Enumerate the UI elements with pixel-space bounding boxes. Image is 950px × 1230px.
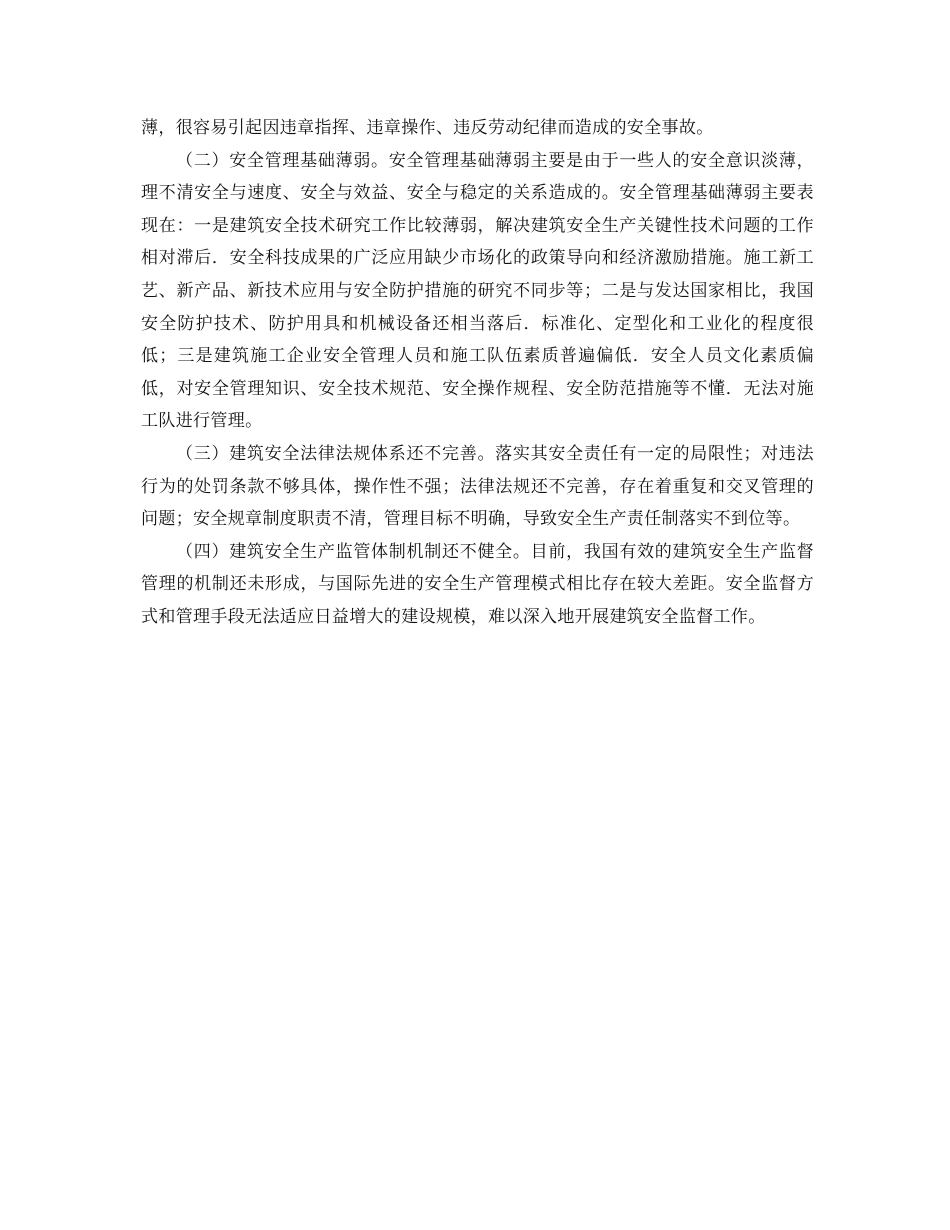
paragraph-legal-system: （三）建筑安全法律法规体系还不完善。落实其安全责任有一定的局限性；对违法行为的处罚条款不够具体，操作性不强；法律法规还不完善，存在着重复和交叉管理的问题；安全规章制度职责不清，管理目标不明确，导致安全生产责任制落实不到位等。 — [141, 443, 814, 530]
paragraph-safety-management-foundation: （二）安全管理基础薄弱。安全管理基础薄弱主要是由于一些人的安全意识淡薄，理不清安全与速度、安全与效益、安全与稳定的关系造成的。安全管理基础薄弱主要表现在：一是建筑安全技术研究工作比较薄弱，解决建筑安全生产关键性技术问题的工作相对滞后．安全科技成果的广泛应用缺少市场化的政策导向和经济激励措施。施工新工艺、新产品、新技术应用与安全防护措施的研究不同步等；二是与发达国家相比，我国安全防护技术、防护用具和机械设备还相当落后．标准化、定型化和工业化的程度很低；三是建筑施工企业安全管理人员和施工队伍素质普遍偏低．安全人员文化素质偏低，对安全管理知识、安全技术规范、安全操作规程、安全防范措施等不懂．无法对施工队进行管理。 — [141, 150, 814, 432]
document-body — [141, 112, 814, 634]
paragraph-supervision-system: （四）建筑安全生产监管体制机制还不健全。目前，我国有效的建筑安全生产监督管理的机制还未形成，与国际先进的安全生产管理模式相比存在较大差距。安全监督方式和管理手段无法适应日益增大的建设规模，难以深入地开展建筑安全监督工作。 — [141, 541, 814, 627]
paragraph-continuation: 薄，很容易引起因违章指挥、违章操作、违反劳动纪律而造成的安全事故。 — [141, 118, 714, 138]
